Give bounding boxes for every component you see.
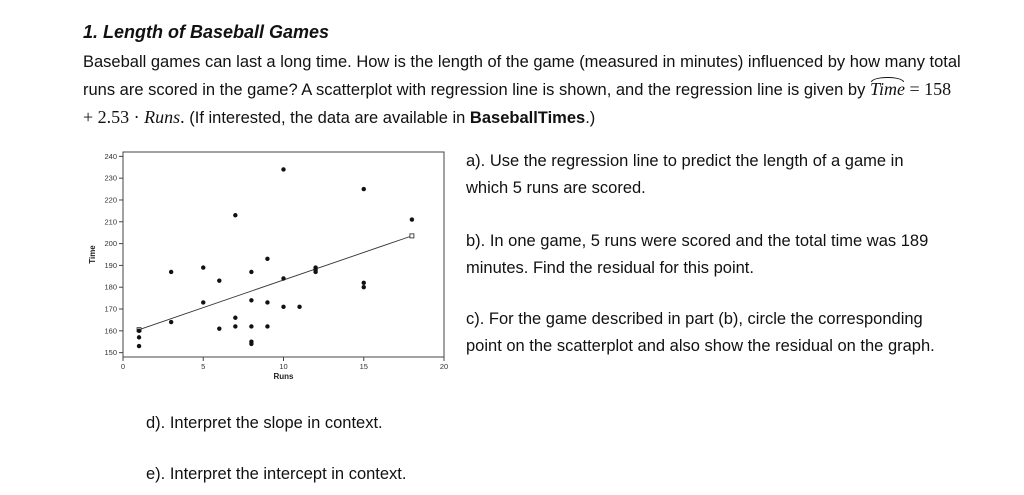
- scatterplot: [0, 0, 460, 400]
- data-point: [201, 300, 205, 304]
- y-tick-label: 210: [104, 217, 117, 227]
- equation-formula: = 158 + 2.53 ·: [83, 79, 952, 127]
- data-point: [313, 270, 317, 274]
- data-point: [297, 305, 301, 309]
- x-tick-label: 10: [279, 362, 288, 371]
- data-point: [249, 324, 253, 328]
- data-point: [410, 217, 414, 221]
- data-point: [233, 316, 237, 320]
- dataset-name: BaseballTimes: [469, 109, 586, 127]
- question-title: 1. Length of Baseball Games: [83, 22, 330, 42]
- data-point: [265, 324, 269, 328]
- data-point: [169, 320, 173, 324]
- y-tick-label: 200: [104, 239, 117, 249]
- equation-period: .: [180, 107, 185, 127]
- intro-text-2: (If interested, the data are available in: [184, 109, 470, 127]
- y-tick-label: 220: [104, 195, 117, 205]
- plot-frame: [123, 152, 444, 357]
- regression-endpoint-end: [410, 234, 414, 238]
- y-tick-label: 150: [104, 348, 117, 358]
- data-point: [137, 335, 141, 339]
- data-point: [249, 342, 253, 346]
- y-tick-label: 160: [104, 326, 117, 336]
- data-point: [201, 265, 205, 269]
- y-tick-label: 190: [104, 260, 117, 270]
- y-tick-label: 240: [104, 151, 117, 161]
- data-point: [137, 329, 141, 333]
- data-point: [362, 187, 366, 191]
- data-point: [217, 278, 221, 282]
- data-point: [362, 285, 366, 289]
- y-axis-title: Time: [88, 245, 97, 264]
- question-c: c). For the game described in part (b), circle the corresponding point on the scatterplot and also show the residual on the graph.: [466, 310, 935, 355]
- data-point: [265, 257, 269, 261]
- question-b: b). In one game, 5 runs were scored and the total time was 189 minutes. Find the residual for this point.: [466, 232, 929, 277]
- question-d: d). Interpret the slope in context.: [146, 414, 383, 432]
- y-tick-label: 180: [104, 282, 117, 292]
- data-point: [217, 326, 221, 330]
- data-point: [249, 270, 253, 274]
- data-point: [233, 324, 237, 328]
- data-point: [281, 276, 285, 280]
- data-point: [233, 213, 237, 217]
- x-tick-label: 20: [439, 362, 449, 371]
- x-tick-label: 0: [120, 362, 126, 371]
- data-point: [249, 298, 253, 302]
- intro-text-1: Baseball games can last a long time. How is the length of the game (measured in minutes) influenced by how many total runs are scored in the game? A scatterplot with regression line is shown, and the regression line is given by: [83, 53, 961, 99]
- data-point: [265, 300, 269, 304]
- data-point: [137, 344, 141, 348]
- data-point: [362, 281, 366, 285]
- data-point: [281, 305, 285, 309]
- equation-variable: Runs: [144, 107, 181, 127]
- equation-response: Time: [870, 76, 905, 103]
- data-point: [169, 270, 173, 274]
- y-tick-label: 230: [104, 173, 117, 183]
- x-axis-title: Runs: [273, 372, 294, 381]
- x-tick-label: 15: [359, 362, 368, 371]
- data-point: [281, 167, 285, 171]
- question-e: e). Interpret the intercept in context.: [146, 465, 407, 483]
- x-tick-label: 5: [201, 362, 206, 371]
- regression-line: [139, 236, 412, 330]
- y-tick-label: 170: [104, 304, 117, 314]
- question-a: a). Use the regression line to predict the length of a game in which 5 runs are scored.: [466, 152, 904, 197]
- intro-text-3: .): [585, 109, 596, 127]
